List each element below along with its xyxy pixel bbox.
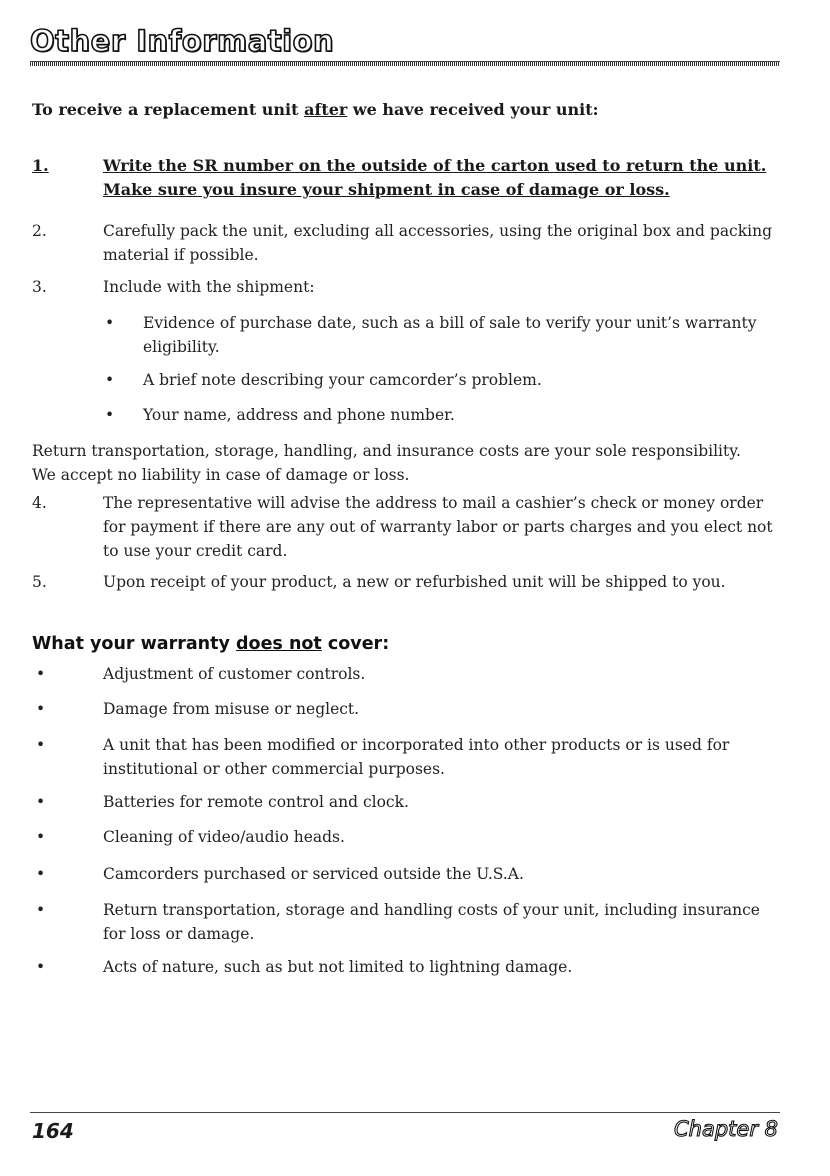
list-line: Damage from misuse or neglect. — [103, 700, 360, 718]
step-line: material if possible. — [103, 246, 259, 264]
step-line: Upon receipt of your product, a new or refurbished unit will be shipped to you. — [103, 573, 726, 591]
list-item-text — [143, 368, 783, 392]
bullet-icon: • — [36, 865, 46, 883]
list-item-text — [103, 955, 763, 979]
step-text — [103, 154, 793, 202]
page-title: Other Information — [30, 24, 335, 58]
header-divider — [30, 61, 780, 66]
replacement-intro — [32, 100, 599, 119]
step-number: 4. — [32, 494, 47, 512]
para-line: We accept no liability in case of damage or loss. — [32, 466, 410, 484]
chapter-label: Chapter 8 — [674, 1117, 778, 1141]
step-line: to use your credit card. — [103, 542, 288, 560]
bullet-icon: • — [36, 901, 46, 919]
list-line: Camcorders purchased or serviced outside the U.S.A. — [103, 865, 524, 883]
step-text — [103, 275, 793, 299]
list-item-text — [143, 403, 783, 427]
bullet-icon: • — [36, 700, 46, 718]
step-line: for payment if there are any out of warranty labor or parts charges and you elect not — [103, 518, 773, 536]
heading-prefix: What your warranty — [32, 634, 237, 654]
list-line: Adjustment of customer controls. — [103, 665, 366, 683]
para-line: Return transportation, storage, handling, and insurance costs are your sole responsibility. — [32, 442, 741, 460]
intro-prefix: To receive a replacement unit — [32, 100, 305, 119]
step-number: 3. — [32, 278, 47, 296]
list-item-text — [103, 862, 763, 886]
heading-emphasis: does not — [236, 634, 322, 654]
responsibility-note — [32, 439, 772, 487]
bullet-icon: • — [36, 736, 46, 754]
list-line: Your name, address and phone number. — [143, 406, 455, 424]
list-line: Batteries for remote control and clock. — [103, 793, 409, 811]
bullet-icon: • — [36, 665, 46, 683]
footer-divider — [30, 1112, 780, 1113]
list-line: Acts of nature, such as but not limited to lightning damage. — [103, 958, 573, 976]
bullet-icon: • — [105, 371, 115, 389]
step-number: 1. — [32, 156, 49, 175]
list-item-text — [103, 733, 763, 781]
step-number: 2. — [32, 222, 47, 240]
step-text — [103, 491, 793, 563]
step-number: 5. — [32, 573, 47, 591]
step-line: Write the SR number on the outside of the carton used to return the unit. — [103, 156, 767, 175]
step-line: Make sure you insure your shipment in case of damage or loss. — [103, 180, 670, 199]
list-line: Evidence of purchase date, such as a bill of sale to verify your unit’s warranty — [143, 314, 757, 332]
list-item-text — [103, 790, 763, 814]
page-number: 164 — [32, 1119, 74, 1143]
list-item-text — [143, 311, 783, 359]
list-line: for loss or damage. — [103, 925, 255, 943]
list-item-text — [103, 697, 763, 721]
section-heading — [32, 634, 389, 654]
intro-emphasis: after — [304, 100, 348, 119]
list-line: Cleaning of video/audio heads. — [103, 828, 345, 846]
step-line: The representative will advise the address to mail a cashier’s check or money order — [103, 494, 764, 512]
list-line: eligibility. — [143, 338, 220, 356]
bullet-icon: • — [36, 828, 46, 846]
step-line: Include with the shipment: — [103, 278, 315, 296]
step-text — [103, 570, 793, 594]
list-line: A unit that has been modified or incorporated into other products or is used for — [103, 736, 730, 754]
step-text — [103, 219, 793, 267]
heading-suffix: cover: — [321, 634, 390, 654]
list-item-text — [103, 662, 763, 686]
list-line: institutional or other commercial purposes. — [103, 760, 445, 778]
step-line: Carefully pack the unit, excluding all accessories, using the original box and packing — [103, 222, 772, 240]
bullet-icon: • — [36, 793, 46, 811]
bullet-icon: • — [36, 958, 46, 976]
intro-suffix: we have received your unit: — [347, 100, 599, 119]
list-line: A brief note describing your camcorder’s problem. — [143, 371, 542, 389]
list-line: Return transportation, storage and handling costs of your unit, including insurance — [103, 901, 760, 919]
bullet-icon: • — [105, 314, 115, 332]
list-item-text — [103, 825, 763, 849]
bullet-icon: • — [105, 406, 115, 424]
list-item-text — [103, 898, 763, 946]
